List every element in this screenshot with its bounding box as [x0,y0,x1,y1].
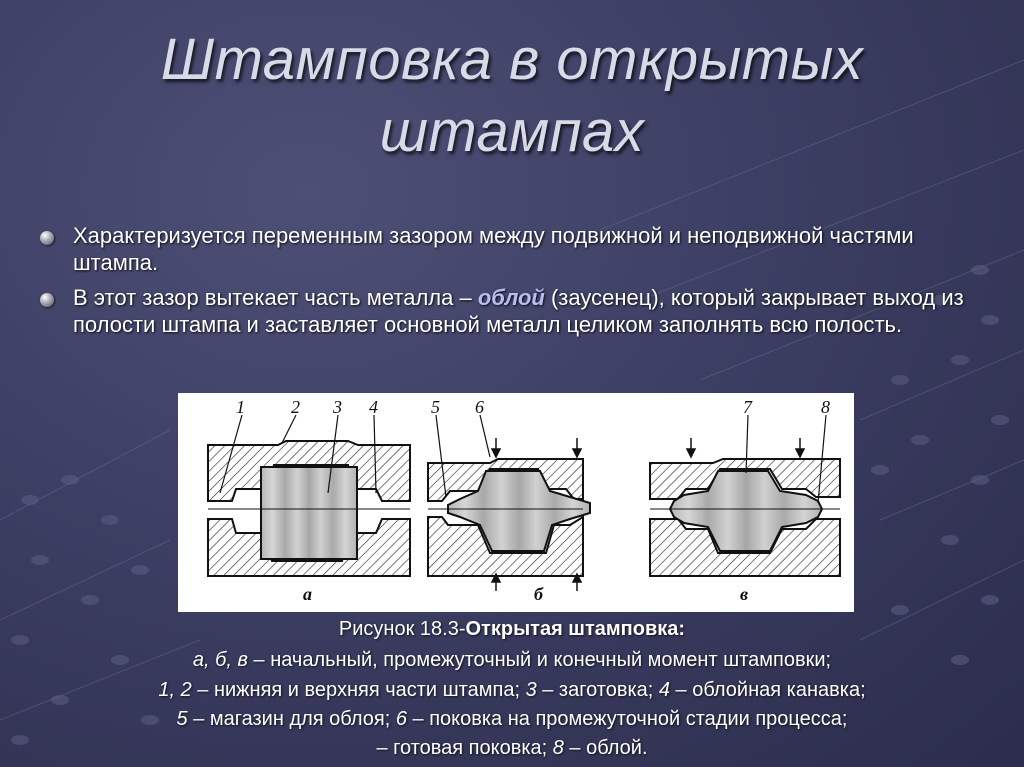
bullet-text-1: Характеризуется переменным зазором между подвижной и неподвижной частями штампа. [73,223,914,275]
stage-c-diagram [650,459,840,576]
slide-title-line-2: штампах [379,99,645,164]
callout-2: 2 [291,397,300,417]
caption-number: 1, 2 [158,679,192,701]
caption-title: Открытая штамповка: [465,618,686,640]
caption-number: 4 [658,679,670,701]
caption-stage-letters: а, б, в [192,649,248,671]
caption-prefix: Рисунок 18.3- [338,618,466,640]
bullet-text-2-before: В этот зазор вытекает часть металла – [73,285,478,310]
caption-text: – облой. [563,737,648,759]
billet-a [261,467,357,559]
caption-text: – магазин для облоя; [187,708,396,730]
bullet-dot-icon [40,293,54,307]
caption-number: 6 [395,708,407,730]
caption-text: – готовая поковка; [376,737,553,759]
caption-text: – нижняя и верхняя части штампа; [191,679,526,701]
caption-text: – облойная канавка; [670,679,866,701]
caption-line-1 [0,618,1024,641]
callout-7: 7 [743,397,752,417]
bullet-list [40,222,1000,346]
caption-stage-description: – начальный, промежуточный и конечный момент штамповки; [247,649,832,671]
callout-5: 5 [431,397,440,417]
bullet-emphasis-term: облой [477,285,545,310]
caption-line-3 [0,679,1024,702]
stamping-diagram [178,393,854,612]
bullet-text-2-after: (заусенец), который закрывает выход из полости штампа и заставляет основной металл целиком заполнять всю полость. [73,285,964,337]
caption-text: – заготовка; [536,679,659,701]
stage-label-b: б [534,584,543,604]
stamping-figure [178,393,854,612]
caption-line-2 [0,649,1024,672]
slide-title-line-1: Штамповка в открытых [160,27,864,92]
bullet-item-1 [40,222,1000,276]
stage-a-diagram [208,441,410,576]
bullet-item-2 [40,284,1000,338]
caption-number: 8 [552,737,564,759]
caption-line-5 [0,737,1024,760]
stage-b-diagram [428,459,590,576]
callout-3: 3 [333,397,342,417]
callout-1: 1 [236,397,245,417]
stage-label-a: а [303,584,312,604]
callout-4: 4 [369,397,378,417]
callout-6: 6 [475,397,484,417]
bullet-dot-icon [40,231,54,245]
caption-number: 3 [525,679,537,701]
stage-label-c: в [740,584,749,604]
caption-line-4 [0,708,1024,731]
caption-text: – поковка на промежуточной стадии процесса; [406,708,848,730]
caption-number: 5 [176,708,188,730]
callout-8: 8 [821,397,830,417]
